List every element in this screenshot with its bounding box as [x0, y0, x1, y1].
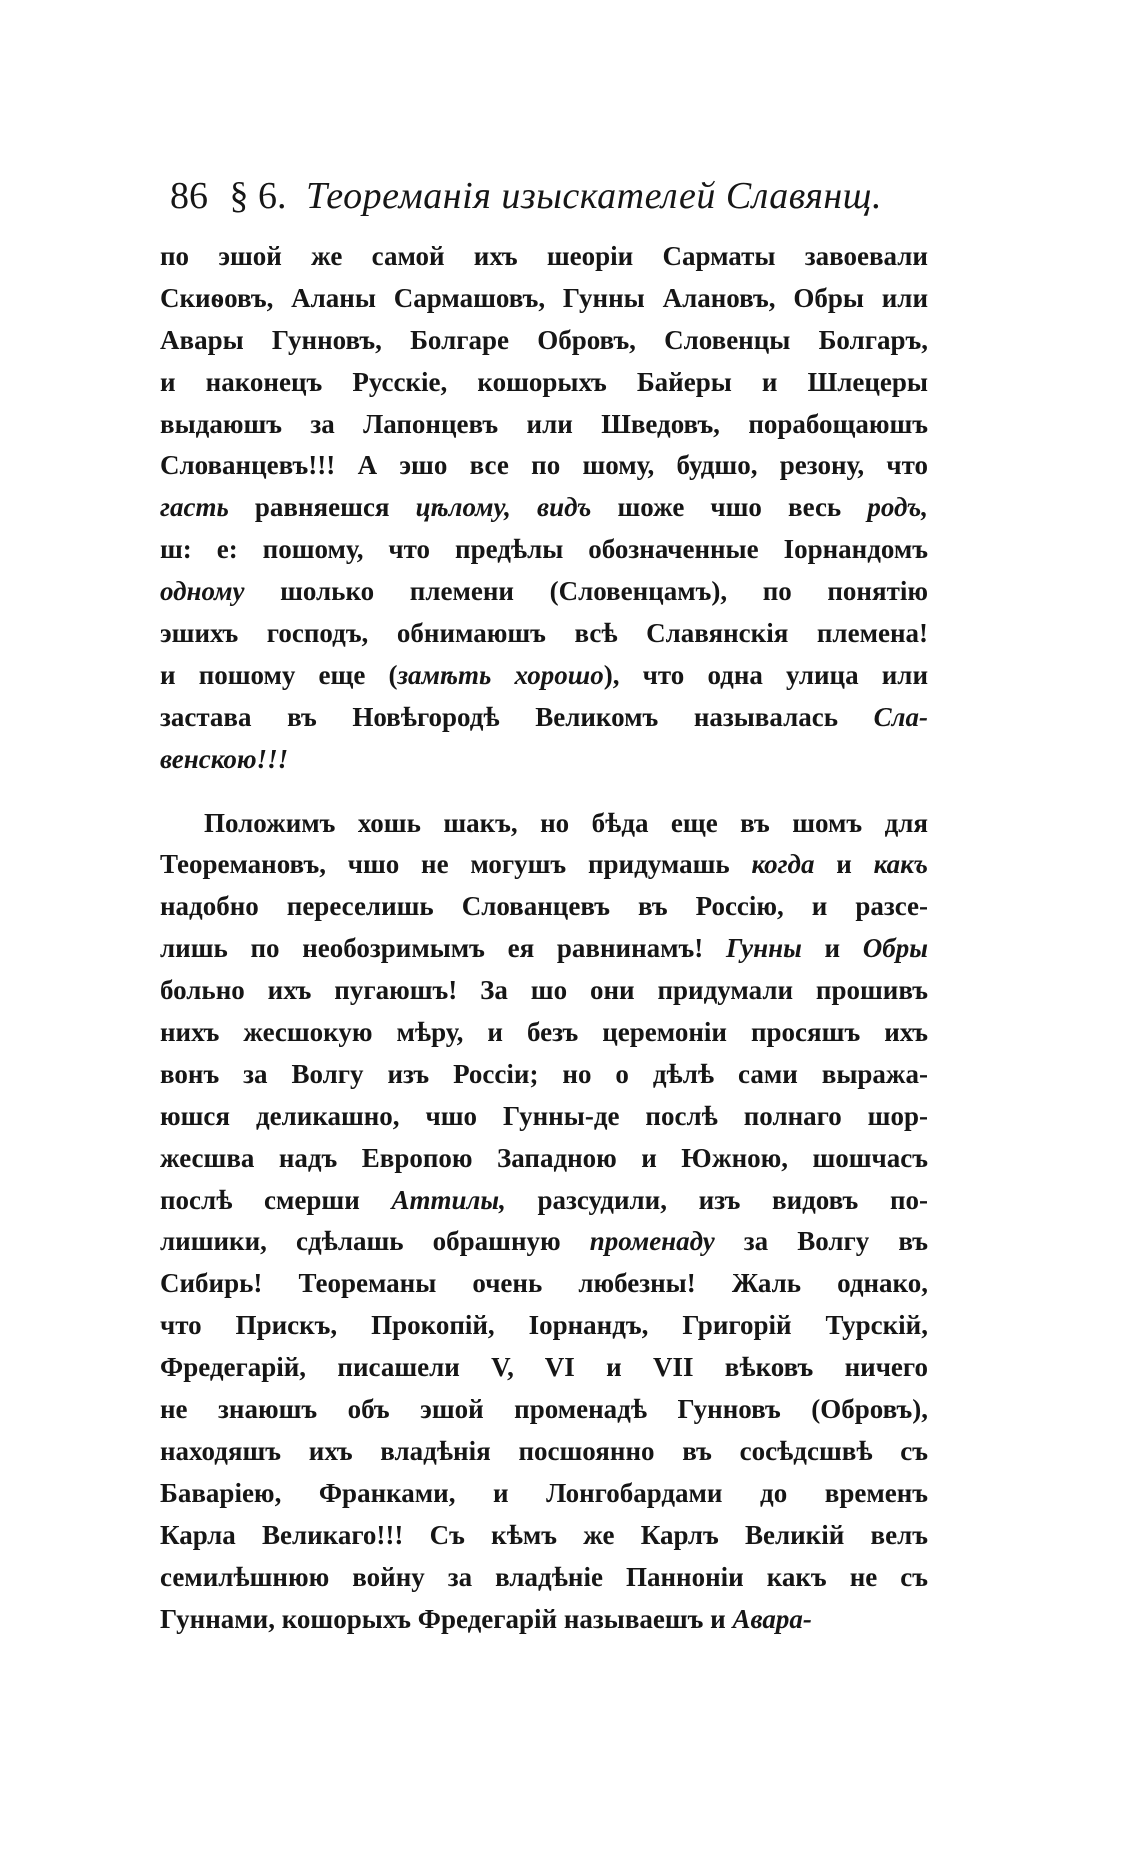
text-segment: Скиѳовъ, Аланы Сармашовъ, Гунны Алановъ, Обры или	[160, 282, 928, 313]
text-line	[160, 844, 928, 886]
text-line	[160, 1138, 928, 1180]
paragraph	[160, 803, 928, 1641]
text-line	[160, 739, 928, 781]
text-line	[160, 1221, 928, 1263]
text-segment: за Волгу въ	[714, 1226, 928, 1257]
text-segment: и наконецъ Русскіе, кошорыхъ Байеры и Шлецеры	[160, 366, 928, 397]
paragraph	[160, 236, 928, 781]
text-segment: не знаюшъ объ эшой променадѣ Гунновъ (Обровъ),	[160, 1394, 928, 1425]
text-segment: лишики, сдѣлашь обрашную	[160, 1226, 590, 1257]
body-text	[160, 236, 928, 1640]
section-mark: § 6.	[229, 175, 287, 217]
text-segment: Баваріею, Франками, и Лонгобардами до временъ	[160, 1477, 928, 1508]
text-line	[160, 1599, 928, 1641]
text-line	[160, 1557, 928, 1599]
text-line	[160, 1305, 928, 1347]
text-segment: вонъ за Волгу изъ Россіи; но о дѣлѣ сами выража-	[160, 1058, 928, 1089]
text-line	[160, 1263, 928, 1305]
text-line	[160, 445, 928, 487]
text-line	[160, 1431, 928, 1473]
italic-text: Обры	[862, 933, 928, 964]
text-line	[160, 1347, 928, 1389]
text-segment: послѣ смерши	[160, 1184, 392, 1215]
text-segment: по эшой же самой ихъ шеоріи Сарматы завоевали	[160, 241, 928, 271]
italic-text: одному	[160, 576, 245, 607]
running-head-title: Теореманія изыскателей Славянщ.	[306, 175, 882, 217]
text-line	[160, 320, 928, 362]
text-segment: равняешся	[228, 492, 416, 523]
text-segment: и пошому еще (	[160, 659, 398, 690]
text-segment: нихъ жесшокую мѣру, и безъ церемоніи просяшъ ихъ	[160, 1017, 928, 1048]
text-line	[160, 803, 928, 845]
text-segment: Карла Великаго!!! Съ кѣмъ же Карлъ Великій велъ	[160, 1519, 928, 1550]
text-segment: эшихъ господъ, обнимаюшъ всѣ Славянскія племена!	[160, 618, 928, 649]
text-segment: и	[801, 933, 863, 964]
italic-text: какъ	[873, 849, 928, 880]
text-line	[160, 1389, 928, 1431]
text-line	[160, 1054, 928, 1096]
italic-text: когда	[751, 849, 815, 880]
text-line	[160, 362, 928, 404]
text-segment: Теоремановъ, чшо не могушъ придумашь	[160, 849, 752, 880]
text-segment: Слованцевъ!!! А эшо все по шому, будшо, резону, что	[160, 450, 928, 481]
text-segment: находяшъ ихъ владѣнія посшоянно въ сосѣдсшвѣ съ	[160, 1435, 928, 1466]
italic-text: родъ,	[867, 492, 928, 523]
text-segment: юшся деликашно, чшо Гунны-де послѣ полнаго шор-	[160, 1100, 928, 1131]
text-segment: что Прискъ, Прокопій, Іорнандъ, Григорій Турскій,	[160, 1310, 928, 1341]
italic-text: цѣлому, видъ	[415, 492, 592, 523]
text-segment: жесшва надъ Европою Западною и Южною, шошчасъ	[160, 1142, 928, 1173]
italic-text: гасть	[160, 492, 229, 523]
text-segment: выдаюшъ за Лапонцевъ или Шведовъ, порабощаюшъ	[160, 408, 928, 439]
text-line	[160, 970, 928, 1012]
text-line	[160, 278, 928, 320]
text-line	[160, 1012, 928, 1054]
text-line	[160, 529, 928, 571]
text-segment: больно ихъ пугаюшъ! За шо они придумали прошивъ	[160, 975, 928, 1006]
text-line	[160, 404, 928, 446]
text-line	[160, 928, 928, 970]
text-segment: шоже чшо весь	[591, 492, 868, 523]
text-segment: Фредегарій, писашели V, VI и VII вѣковъ ничего	[160, 1352, 928, 1383]
text-line	[160, 613, 928, 655]
text-line	[160, 697, 928, 739]
text-segment: ), что одна улица или	[603, 659, 928, 690]
text-segment: шолько племени (Словенцамъ), по понятію	[244, 576, 928, 607]
text-segment: Сибирь! Теореманы очень любезны! Жаль однако,	[160, 1268, 928, 1299]
text-segment: Гуннами, кошорыхъ Фредегарій называешъ и	[160, 1603, 733, 1634]
text-line	[160, 1096, 928, 1138]
italic-text: Гунны	[725, 933, 802, 964]
text-segment: Положимъ хошь шакъ, но бѣда еще въ шомъ для	[204, 807, 928, 838]
italic-text: Сла-	[873, 701, 928, 732]
text-segment: семилѣшнюю войну за владѣніе Панноніи какъ не съ	[160, 1561, 928, 1592]
italic-text: променаду	[589, 1226, 715, 1257]
text-segment: и	[814, 849, 874, 880]
text-segment: разсудили, изъ видовъ по-	[505, 1184, 928, 1215]
text-segment: Авары Гунновъ, Болгаре Обровъ, Словенцы Болгаръ,	[160, 324, 928, 355]
text-segment: застава въ Новѣгородѣ Великомъ называлась	[160, 701, 874, 732]
page-number: 86	[170, 175, 208, 217]
text-line	[160, 571, 928, 613]
paragraph-gap	[160, 781, 928, 803]
italic-text: венскою!!!	[160, 743, 289, 774]
text-segment: надобно переселишь Слованцевъ въ Россію, и разсе-	[160, 891, 928, 922]
text-line	[160, 236, 928, 278]
text-line	[160, 487, 928, 529]
italic-text: Аттилы,	[391, 1184, 506, 1215]
italic-text: замѣть хорошо	[397, 659, 604, 690]
text-line	[160, 655, 928, 697]
text-segment: ш: е: пошому, что предѣлы обозначенные Іорнандомъ	[160, 534, 928, 565]
text-line	[160, 1180, 928, 1222]
text-line	[160, 1515, 928, 1557]
text-line	[160, 886, 928, 928]
text-segment: лишь по необозримымъ ея равнинамъ!	[160, 933, 726, 964]
text-line	[160, 1473, 928, 1515]
italic-text: Авара-	[732, 1603, 812, 1634]
running-head	[170, 168, 930, 224]
